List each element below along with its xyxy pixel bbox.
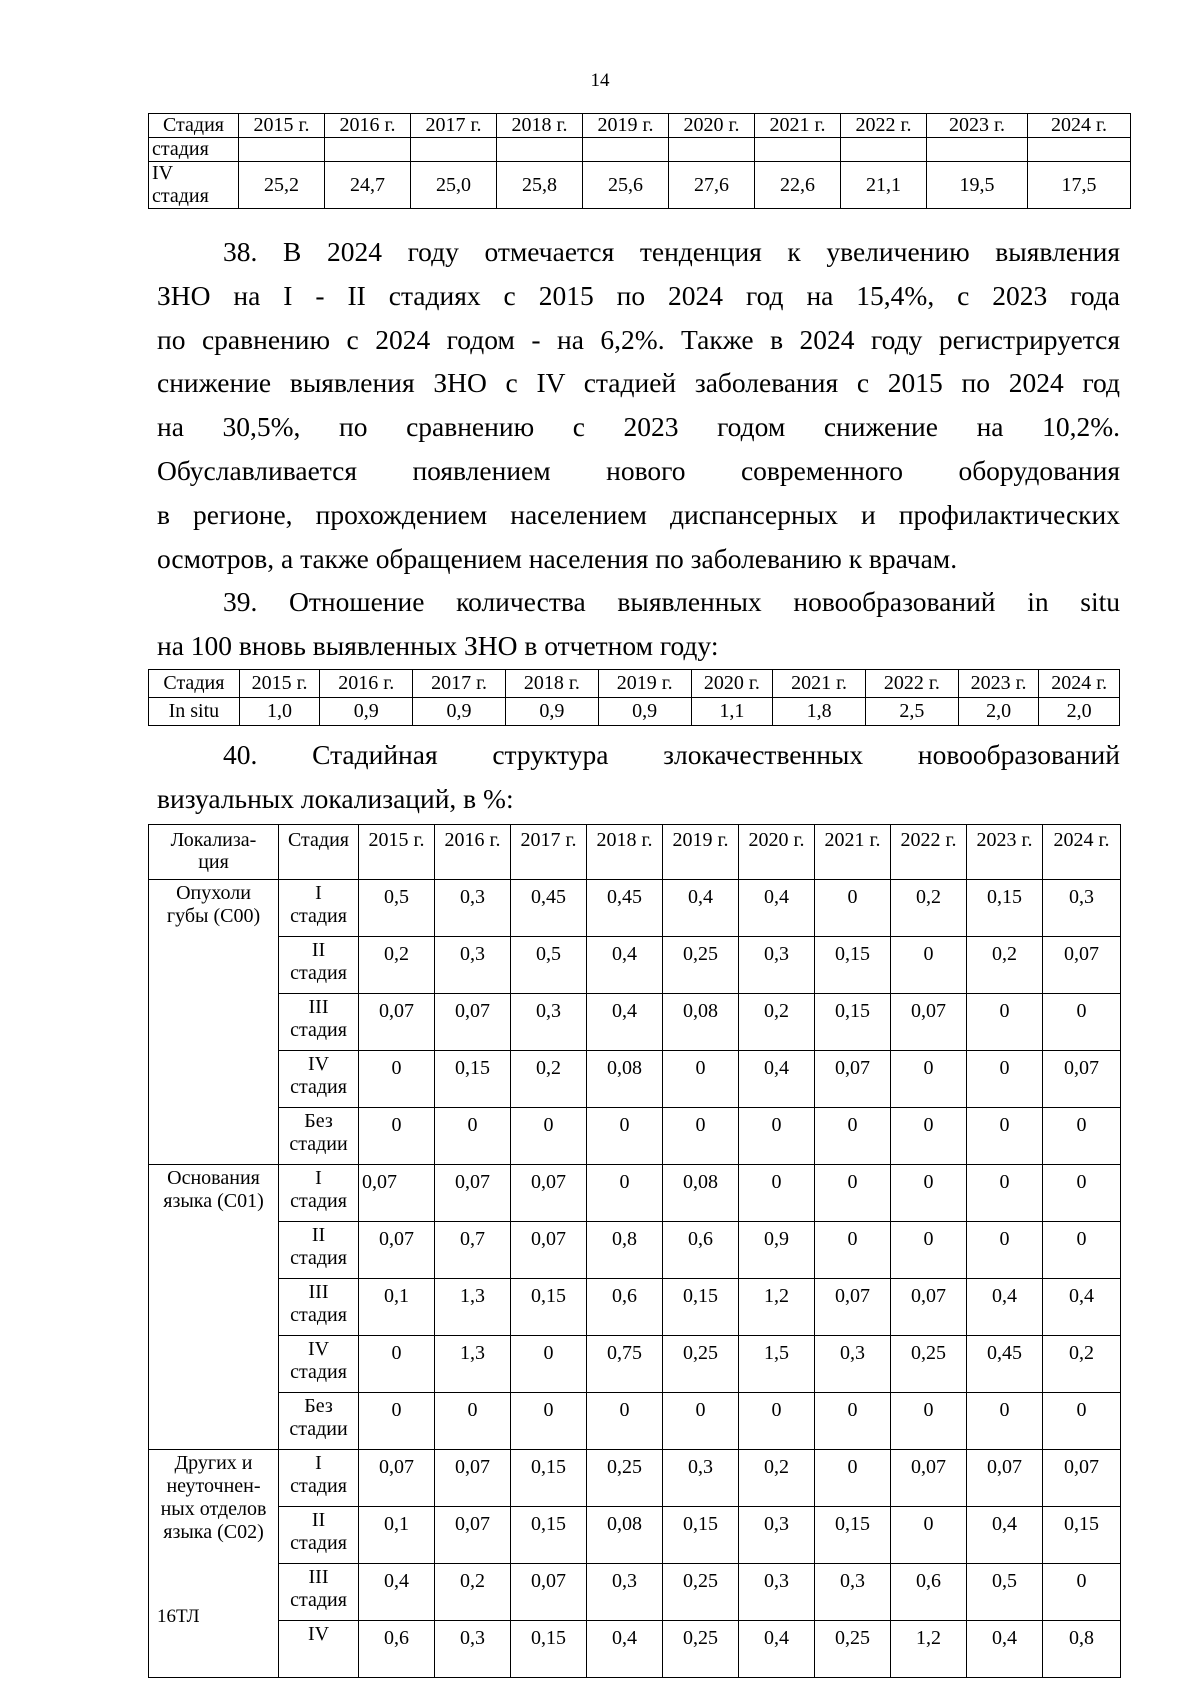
header-year: 2016 г. (325, 114, 411, 138)
value-cell: 0 (359, 1051, 435, 1108)
header-year: 2023 г. (958, 670, 1039, 698)
header-year: 2018 г. (497, 114, 583, 138)
value-cell: 0,07 (435, 1165, 511, 1222)
table-row (149, 880, 1121, 937)
value-cell: 0 (663, 1051, 739, 1108)
page-number: 14 (590, 70, 610, 91)
value-cell: 0,3 (663, 1450, 739, 1507)
table-header-row (149, 825, 1121, 880)
value-cell: 19,5 (927, 162, 1028, 209)
table-row (149, 1507, 1121, 1564)
stage-cell: IV стадия (149, 162, 239, 209)
value-cell: 0,5 (967, 1564, 1043, 1621)
value-cell: 24,7 (325, 162, 411, 209)
value-cell: 0,25 (815, 1621, 891, 1678)
header-year: 2015 г. (359, 825, 435, 880)
stage-cell: III стадия (279, 1279, 359, 1336)
value-cell: 0 (739, 1108, 815, 1165)
header-stage: Стадия (279, 825, 359, 880)
value-cell: 0 (1043, 1108, 1121, 1165)
value-cell: 0,6 (891, 1564, 967, 1621)
value-cell: 0 (891, 1108, 967, 1165)
header-year: 2023 г. (967, 825, 1043, 880)
value-cell: 0,6 (359, 1621, 435, 1678)
header-year: 2022 г. (891, 825, 967, 880)
value-cell: 0,4 (1043, 1279, 1121, 1336)
value-cell: 0 (967, 1108, 1043, 1165)
header-year: 2015 г. (239, 670, 320, 698)
value-cell: 0 (435, 1108, 511, 1165)
value-cell: 2,0 (1039, 698, 1120, 726)
value-cell: 0,9 (739, 1222, 815, 1279)
value-cell: 0,07 (511, 1165, 587, 1222)
value-cell: 0,07 (511, 1222, 587, 1279)
value-cell: 0,07 (435, 994, 511, 1051)
table-header-row (149, 670, 1120, 698)
value-cell: 0,7 (435, 1222, 511, 1279)
stage-cell: II стадия (279, 937, 359, 994)
value-cell: 0,4 (967, 1507, 1043, 1564)
table-row (149, 138, 1131, 162)
value-cell: 0,07 (1043, 1051, 1121, 1108)
stage-cell: III стадия (279, 994, 359, 1051)
table-row (149, 1051, 1121, 1108)
value-cell: 0,08 (587, 1051, 663, 1108)
value-cell: 0 (967, 1393, 1043, 1450)
value-cell: 0,6 (663, 1222, 739, 1279)
stage-cell: I стадия (279, 1450, 359, 1507)
value-cell: 0,07 (359, 1165, 435, 1222)
value-cell: 0,25 (663, 937, 739, 994)
header-year: 2022 г. (865, 670, 958, 698)
value-cell: 0,2 (435, 1564, 511, 1621)
header-year: 2016 г. (435, 825, 511, 880)
value-cell: 0,6 (587, 1279, 663, 1336)
header-year: 2024 г. (1028, 114, 1131, 138)
value-cell: 0 (359, 1108, 435, 1165)
header-year: 2021 г. (755, 114, 841, 138)
value-cell: 0,4 (967, 1279, 1043, 1336)
header-year: 2018 г. (505, 670, 598, 698)
value-cell: 21,1 (841, 162, 927, 209)
header-year: 2020 г. (669, 114, 755, 138)
value-cell: 0,08 (587, 1507, 663, 1564)
localization-cell: Других и неуточнен- ных отделов языка (С02) (149, 1450, 279, 1678)
value-cell: 0,9 (413, 698, 506, 726)
value-cell: 0,08 (663, 994, 739, 1051)
value-cell: 0,5 (511, 937, 587, 994)
table-row (149, 1393, 1121, 1450)
value-cell: 0,75 (587, 1336, 663, 1393)
value-cell: 0,07 (1043, 1450, 1121, 1507)
table-row (149, 1165, 1121, 1222)
value-cell: 0,15 (511, 1279, 587, 1336)
header-year: 2017 г. (411, 114, 497, 138)
value-cell: 0 (815, 1165, 891, 1222)
value-cell: 0,2 (967, 937, 1043, 994)
value-cell: 0,07 (815, 1279, 891, 1336)
value-cell: 0,15 (815, 937, 891, 994)
value-cell: 27,6 (669, 162, 755, 209)
value-cell: 0 (1043, 1222, 1121, 1279)
value-cell: 25,6 (583, 162, 669, 209)
header-year: 2019 г. (598, 670, 691, 698)
value-cell: 0,4 (663, 880, 739, 937)
value-cell: 0,07 (891, 1279, 967, 1336)
stage-cell: I стадия (279, 1165, 359, 1222)
header-year: 2016 г. (320, 670, 413, 698)
value-cell: 0 (511, 1393, 587, 1450)
value-cell: 0 (435, 1393, 511, 1450)
value-cell: 0,15 (663, 1507, 739, 1564)
table-row (149, 1108, 1121, 1165)
table-row (149, 994, 1121, 1051)
table-row (149, 1336, 1121, 1393)
value-cell: 0 (967, 994, 1043, 1051)
value-cell: 0,15 (435, 1051, 511, 1108)
localization-cell: Основания языка (С01) (149, 1165, 279, 1450)
value-cell: 0 (891, 1393, 967, 1450)
stage-cell: IV (279, 1621, 359, 1678)
visual-localizations-table (148, 824, 1121, 1678)
paragraph-39: 39. Отношение количества выявленных новообразований in situ на 100 вновь выявленных ЗНО в отчетном году: (157, 586, 1120, 661)
value-cell: 0,07 (359, 1222, 435, 1279)
value-cell: 0,3 (435, 937, 511, 994)
value-cell: 0,9 (320, 698, 413, 726)
stage-cell: Без стадии (279, 1393, 359, 1450)
table-row (149, 1450, 1121, 1507)
value-cell: 0 (587, 1393, 663, 1450)
value-cell: 0,4 (587, 994, 663, 1051)
paragraph-40: 40. Стадийная структура злокачественных новообразований визуальных локализаций, в %: (157, 739, 1120, 814)
value-cell: 1,3 (435, 1279, 511, 1336)
value-cell: 0,9 (598, 698, 691, 726)
value-cell: 0,07 (891, 1450, 967, 1507)
value-cell: 0,15 (511, 1450, 587, 1507)
header-year: 2017 г. (511, 825, 587, 880)
stage-cell: стадия (149, 138, 239, 162)
value-cell: 0,3 (587, 1564, 663, 1621)
header-localization: Локализа- ция (149, 825, 279, 880)
value-cell: 0,07 (1043, 937, 1121, 994)
value-cell: 0 (587, 1165, 663, 1222)
value-cell: 0,25 (587, 1450, 663, 1507)
value-cell: 2,5 (865, 698, 958, 726)
stage-cell: Без стадии (279, 1108, 359, 1165)
table-header-row (149, 114, 1131, 138)
value-cell: 0 (511, 1336, 587, 1393)
value-cell: 0 (891, 1165, 967, 1222)
value-cell: 1,3 (435, 1336, 511, 1393)
value-cell: 1,1 (691, 698, 773, 726)
value-cell: 0,4 (739, 1051, 815, 1108)
value-cell: 0,4 (359, 1564, 435, 1621)
value-cell: 0,45 (967, 1336, 1043, 1393)
value-cell: 0,07 (891, 994, 967, 1051)
value-cell: 0 (967, 1222, 1043, 1279)
value-cell: 1,8 (773, 698, 866, 726)
value-cell: 1,2 (739, 1279, 815, 1336)
value-cell: 0 (815, 1222, 891, 1279)
value-cell: 0,07 (967, 1450, 1043, 1507)
value-cell: 0 (359, 1393, 435, 1450)
value-cell: 0,25 (663, 1564, 739, 1621)
value-cell: 0 (739, 1165, 815, 1222)
value-cell: 0,3 (1043, 880, 1121, 937)
value-cell: 0,15 (511, 1621, 587, 1678)
header-year: 2017 г. (413, 670, 506, 698)
value-cell: 0,07 (435, 1450, 511, 1507)
value-cell: 25,0 (411, 162, 497, 209)
value-cell: 0 (1043, 1564, 1121, 1621)
value-cell: 22,6 (755, 162, 841, 209)
value-cell: 0,2 (1043, 1336, 1121, 1393)
value-cell: 0,45 (511, 880, 587, 937)
stage-cell: III стадия (279, 1564, 359, 1621)
value-cell: 0,4 (587, 937, 663, 994)
value-cell: 0,2 (739, 1450, 815, 1507)
row-label-cell: In situ (149, 698, 240, 726)
table-row (149, 1621, 1121, 1678)
value-cell: 0,4 (587, 1621, 663, 1678)
footer-code: 16ТЛ (157, 1606, 200, 1627)
value-cell: 0,08 (663, 1165, 739, 1222)
value-cell: 1,2 (891, 1621, 967, 1678)
table-row (149, 1564, 1121, 1621)
value-cell: 1,0 (239, 698, 320, 726)
value-cell: 0,3 (435, 880, 511, 937)
stage-cell: I стадия (279, 880, 359, 937)
value-cell: 0,3 (739, 937, 815, 994)
value-cell: 0,15 (1043, 1507, 1121, 1564)
value-cell: 0 (1043, 994, 1121, 1051)
value-cell: 25,8 (497, 162, 583, 209)
value-cell: 0,15 (815, 994, 891, 1051)
value-cell: 0 (891, 937, 967, 994)
value-cell: 0 (967, 1165, 1043, 1222)
header-year: 2018 г. (587, 825, 663, 880)
value-cell: 0,07 (435, 1507, 511, 1564)
value-cell: 0 (967, 1051, 1043, 1108)
value-cell: 0,8 (587, 1222, 663, 1279)
value-cell: 0 (1043, 1165, 1121, 1222)
value-cell: 0,07 (815, 1051, 891, 1108)
header-year: 2020 г. (739, 825, 815, 880)
header-year: 2021 г. (815, 825, 891, 880)
value-cell: 0 (587, 1108, 663, 1165)
value-cell: 0,07 (359, 1450, 435, 1507)
header-stage: Стадия (149, 114, 239, 138)
value-cell: 0 (815, 1450, 891, 1507)
value-cell: 0,4 (739, 1621, 815, 1678)
value-cell: 0 (891, 1222, 967, 1279)
stage-table-continuation (148, 113, 1131, 209)
table-row (149, 162, 1131, 209)
value-cell: 0 (359, 1336, 435, 1393)
in-situ-table (148, 669, 1120, 726)
value-cell: 0,15 (511, 1507, 587, 1564)
value-cell: 0 (815, 880, 891, 937)
header-year: 2021 г. (773, 670, 866, 698)
table-row (149, 698, 1120, 726)
value-cell: 0 (891, 1507, 967, 1564)
header-year: 2024 г. (1043, 825, 1121, 880)
header-year: 2020 г. (691, 670, 773, 698)
header-year: 2023 г. (927, 114, 1028, 138)
header-stage: Стадия (149, 670, 240, 698)
value-cell: 0,4 (967, 1621, 1043, 1678)
header-year: 2024 г. (1039, 670, 1120, 698)
value-cell: 0,3 (739, 1564, 815, 1621)
value-cell: 0,25 (663, 1621, 739, 1678)
paragraph-38: 38. В 2024 году отмечается тенденция к увеличению выявления ЗНО на I - II стадиях с 2015 по 2024 год на 15,4%, с 2023 года по сравнению с 2024 годом - на 6,2%. Также в 2024 году регистрируется снижение выявления ЗНО с IV стадией заболевания с 2015 по 2024 год на 30,5%, по сравнению с 2023 годом снижение на 10,2%. Обуславливается появлением нового современного оборудования в регионе, прохождением населением диспансерных и профилактических осмотров, а также обращением населения по заболеванию к врачам. (157, 236, 1120, 574)
value-cell: 0,9 (505, 698, 598, 726)
value-cell: 0,2 (891, 880, 967, 937)
value-cell: 0,3 (511, 994, 587, 1051)
value-cell: 0 (739, 1393, 815, 1450)
value-cell: 0 (1043, 1393, 1121, 1450)
value-cell: 0,4 (739, 880, 815, 937)
value-cell: 0,2 (359, 937, 435, 994)
value-cell: 0,5 (359, 880, 435, 937)
stage-cell: IV стадия (279, 1051, 359, 1108)
value-cell: 0,1 (359, 1507, 435, 1564)
table-row (149, 937, 1121, 994)
table-row (149, 1222, 1121, 1279)
value-cell: 0 (891, 1051, 967, 1108)
value-cell: 2,0 (958, 698, 1039, 726)
value-cell: 17,5 (1028, 162, 1131, 209)
value-cell: 0,8 (1043, 1621, 1121, 1678)
value-cell: 0,25 (891, 1336, 967, 1393)
value-cell: 1,5 (739, 1336, 815, 1393)
value-cell: 0,07 (359, 994, 435, 1051)
header-year: 2022 г. (841, 114, 927, 138)
table-row (149, 1279, 1121, 1336)
localization-cell: Опухоли губы (С00) (149, 880, 279, 1165)
value-cell: 0,2 (739, 994, 815, 1051)
value-cell: 0 (663, 1108, 739, 1165)
value-cell: 0,15 (663, 1279, 739, 1336)
header-year: 2015 г. (239, 114, 325, 138)
header-year: 2019 г. (663, 825, 739, 880)
value-cell: 0,3 (815, 1336, 891, 1393)
value-cell: 25,2 (239, 162, 325, 209)
value-cell: 0,3 (739, 1507, 815, 1564)
value-cell: 0,2 (511, 1051, 587, 1108)
value-cell: 0 (511, 1108, 587, 1165)
stage-cell: II стадия (279, 1222, 359, 1279)
value-cell: 0 (815, 1108, 891, 1165)
stage-cell: IV стадия (279, 1336, 359, 1393)
header-year: 2019 г. (583, 114, 669, 138)
value-cell: 0,1 (359, 1279, 435, 1336)
value-cell: 0,25 (663, 1336, 739, 1393)
value-cell: 0,3 (435, 1621, 511, 1678)
value-cell: 0,45 (587, 880, 663, 937)
value-cell: 0,15 (815, 1507, 891, 1564)
value-cell: 0,15 (967, 880, 1043, 937)
stage-cell: II стадия (279, 1507, 359, 1564)
value-cell: 0,3 (815, 1564, 891, 1621)
value-cell: 0,07 (511, 1564, 587, 1621)
value-cell: 0 (663, 1393, 739, 1450)
value-cell: 0 (815, 1393, 891, 1450)
